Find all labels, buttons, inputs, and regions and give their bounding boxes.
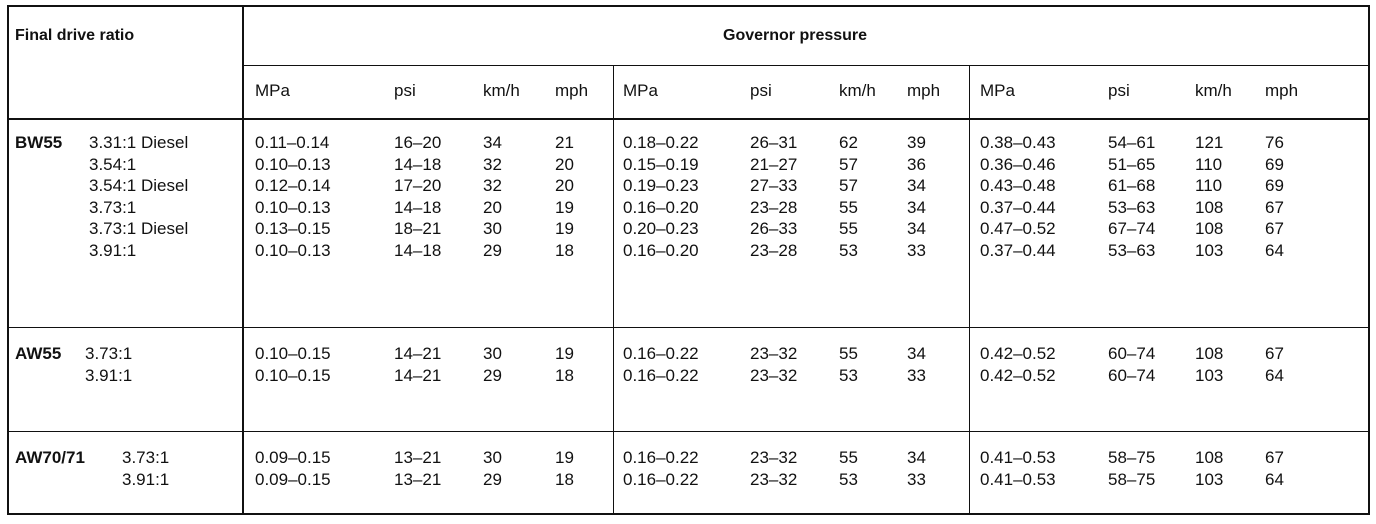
unit-header: mph bbox=[1265, 81, 1299, 100]
table-cell: 53–63 bbox=[1108, 240, 1156, 260]
table-cell: 13–21 bbox=[394, 448, 442, 467]
table-cell: 64 bbox=[1265, 469, 1284, 489]
table-cell: 0.38–0.43 bbox=[980, 133, 1056, 152]
table-cell: 103 bbox=[1195, 240, 1224, 260]
model-label: AW70/71 bbox=[15, 448, 85, 467]
table-cell: 64 bbox=[1265, 365, 1284, 385]
table-cell: 108 bbox=[1195, 219, 1224, 238]
table-cell: 69 bbox=[1265, 154, 1284, 174]
model-label: BW55 bbox=[15, 133, 63, 152]
table-cell: 53–63 bbox=[1108, 197, 1156, 217]
table-cell: 0.11–0.14 bbox=[255, 133, 330, 152]
table-cell: 0.37–0.44 bbox=[980, 240, 1056, 260]
table-cell: 29 bbox=[483, 240, 502, 260]
table-cell: 14–18 bbox=[394, 240, 442, 260]
table-cell: 18 bbox=[555, 469, 574, 489]
ratio-label: 3.31:1 Diesel bbox=[89, 133, 189, 152]
table-cell: 64 bbox=[1265, 240, 1284, 260]
table-cell: 67 bbox=[1265, 219, 1284, 238]
table-cell: 67–74 bbox=[1108, 219, 1156, 238]
table-cell: 33 bbox=[907, 365, 926, 385]
governor-pressure-table bbox=[7, 5, 1370, 515]
table-cell: 58–75 bbox=[1108, 469, 1156, 489]
unit-header: mph bbox=[555, 81, 589, 100]
table-cell: 21 bbox=[555, 133, 574, 152]
table-cell: 0.10–0.15 bbox=[255, 344, 331, 363]
header-bottom-rule bbox=[7, 118, 1370, 120]
table-cell: 34 bbox=[907, 219, 926, 238]
table-cell: 29 bbox=[483, 469, 502, 489]
table-cell: 0.36–0.46 bbox=[980, 154, 1056, 174]
table-cell: 53 bbox=[839, 240, 858, 260]
table-cell: 67 bbox=[1265, 448, 1284, 467]
unit-header: psi bbox=[394, 81, 416, 100]
table-border-top bbox=[7, 5, 1370, 7]
first-col-divider bbox=[242, 5, 244, 515]
table-cell: 18–21 bbox=[394, 219, 442, 238]
table-cell: 19 bbox=[555, 448, 574, 467]
table-cell: 53 bbox=[839, 469, 858, 489]
table-cell: 23–28 bbox=[750, 197, 798, 217]
table-cell: 0.10–0.13 bbox=[255, 154, 331, 174]
ratio-label: 3.54:1 bbox=[89, 154, 137, 174]
table-cell: 55 bbox=[839, 197, 858, 217]
table-cell: 67 bbox=[1265, 197, 1284, 217]
table-cell: 69 bbox=[1265, 176, 1284, 195]
table-cell: 55 bbox=[839, 219, 858, 238]
table-cell: 0.16–0.22 bbox=[623, 365, 699, 385]
unit-header: psi bbox=[1108, 81, 1130, 100]
table-cell: 55 bbox=[839, 448, 858, 467]
table-cell: 34 bbox=[907, 448, 926, 467]
ratio-label: 3.91:1 bbox=[89, 240, 137, 260]
table-cell: 0.13–0.15 bbox=[255, 219, 331, 238]
table-cell: 39 bbox=[907, 133, 926, 152]
unit-header: MPa bbox=[980, 81, 1015, 100]
table-cell: 14–18 bbox=[394, 197, 442, 217]
table-cell: 62 bbox=[839, 133, 858, 152]
unit-header: km/h bbox=[839, 81, 876, 100]
table-cell: 0.16–0.22 bbox=[623, 469, 699, 489]
table-cell: 30 bbox=[483, 344, 502, 363]
table-cell: 60–74 bbox=[1108, 344, 1156, 363]
table-cell: 19 bbox=[555, 344, 574, 363]
group-header: Governor pressure bbox=[723, 27, 868, 44]
table-border-bottom bbox=[7, 513, 1370, 515]
section-rule-1 bbox=[7, 327, 1370, 328]
unit-header: mph bbox=[907, 81, 941, 100]
table-cell: 61–68 bbox=[1108, 176, 1156, 195]
ratio-label: 3.73:1 bbox=[85, 344, 133, 363]
table-cell: 0.16–0.22 bbox=[623, 344, 699, 363]
table-cell: 14–21 bbox=[394, 365, 442, 385]
section-rule-2 bbox=[7, 431, 1370, 432]
table-cell: 33 bbox=[907, 240, 926, 260]
table-cell: 23–32 bbox=[750, 448, 798, 467]
table-cell: 67 bbox=[1265, 344, 1284, 363]
table-cell: 0.10–0.13 bbox=[255, 197, 331, 217]
table-cell: 54–61 bbox=[1108, 133, 1156, 152]
table-cell: 53 bbox=[839, 365, 858, 385]
table-cell: 0.37–0.44 bbox=[980, 197, 1056, 217]
group-header-rule bbox=[242, 65, 1370, 66]
table-cell: 19 bbox=[555, 197, 574, 217]
table-cell: 58–75 bbox=[1108, 448, 1156, 467]
table-cell: 18 bbox=[555, 240, 574, 260]
table-cell: 0.10–0.13 bbox=[255, 240, 331, 260]
table-cell: 0.42–0.52 bbox=[980, 344, 1056, 363]
table-cell: 0.10–0.15 bbox=[255, 365, 331, 385]
table-cell: 110 bbox=[1195, 154, 1223, 174]
model-label: AW55 bbox=[15, 344, 62, 363]
table-cell: 103 bbox=[1195, 469, 1224, 489]
table-cell: 0.20–0.23 bbox=[623, 219, 699, 238]
ratio-label: 3.91:1 bbox=[122, 469, 170, 489]
table-cell: 23–28 bbox=[750, 240, 798, 260]
table-cell: 0.43–0.48 bbox=[980, 176, 1056, 195]
table-cell: 108 bbox=[1195, 448, 1224, 467]
table-cell: 0.15–0.19 bbox=[623, 154, 699, 174]
table-cell: 30 bbox=[483, 219, 502, 238]
table-border-right bbox=[1368, 5, 1370, 515]
table-cell: 26–33 bbox=[750, 219, 798, 238]
block-divider-1 bbox=[613, 65, 614, 515]
table-cell: 32 bbox=[483, 154, 502, 174]
table-cell: 0.12–0.14 bbox=[255, 176, 331, 195]
table-cell: 18 bbox=[555, 365, 574, 385]
ratio-label: 3.73:1 bbox=[89, 197, 137, 217]
table-cell: 0.09–0.15 bbox=[255, 469, 331, 489]
table-cell: 0.47–0.52 bbox=[980, 219, 1056, 238]
table-cell: 30 bbox=[483, 448, 502, 467]
table-cell: 34 bbox=[483, 133, 502, 152]
table-cell: 16–20 bbox=[394, 133, 442, 152]
ratio-label: 3.54:1 Diesel bbox=[89, 176, 189, 195]
table-cell: 33 bbox=[907, 469, 926, 489]
table-cell: 32 bbox=[483, 176, 502, 195]
table-cell: 0.18–0.22 bbox=[623, 133, 699, 152]
ratio-label: 3.91:1 bbox=[85, 365, 133, 385]
table-cell: 121 bbox=[1195, 133, 1224, 152]
table-cell: 20 bbox=[555, 154, 574, 174]
table-cell: 34 bbox=[907, 176, 926, 195]
table-cell: 0.41–0.53 bbox=[980, 469, 1056, 489]
table-cell: 26–31 bbox=[750, 133, 798, 152]
table-cell: 76 bbox=[1265, 133, 1284, 152]
table-cell: 20 bbox=[483, 197, 502, 217]
table-cell: 0.42–0.52 bbox=[980, 365, 1056, 385]
table-cell: 29 bbox=[483, 365, 502, 385]
unit-header: MPa bbox=[255, 81, 290, 100]
table-cell: 20 bbox=[555, 176, 574, 195]
table-cell: 108 bbox=[1195, 197, 1224, 217]
table-cell: 14–21 bbox=[394, 344, 442, 363]
table-cell: 27–33 bbox=[750, 176, 798, 195]
table-cell: 0.41–0.53 bbox=[980, 448, 1056, 467]
table-cell: 14–18 bbox=[394, 154, 442, 174]
table-cell: 55 bbox=[839, 344, 858, 363]
table-cell: 34 bbox=[907, 197, 926, 217]
first-col-header: Final drive ratio bbox=[15, 27, 135, 44]
table-cell: 21–27 bbox=[750, 154, 798, 174]
block-divider-2 bbox=[969, 65, 970, 515]
table-cell: 23–32 bbox=[750, 365, 798, 385]
table-cell: 17–20 bbox=[394, 176, 442, 195]
table-cell: 0.19–0.23 bbox=[623, 176, 699, 195]
unit-header: psi bbox=[750, 81, 772, 100]
table-cell: 103 bbox=[1195, 365, 1224, 385]
table-cell: 51–65 bbox=[1108, 154, 1156, 174]
table-cell: 0.09–0.15 bbox=[255, 448, 331, 467]
table-cell: 34 bbox=[907, 344, 926, 363]
unit-header: km/h bbox=[1195, 81, 1232, 100]
table-cell: 110 bbox=[1195, 176, 1223, 195]
table-cell: 36 bbox=[907, 154, 926, 174]
unit-header: MPa bbox=[623, 81, 658, 100]
table-cell: 23–32 bbox=[750, 469, 798, 489]
table-cell: 0.16–0.20 bbox=[623, 240, 699, 260]
table-cell: 13–21 bbox=[394, 469, 442, 489]
table-cell: 57 bbox=[839, 176, 858, 195]
table-cell: 23–32 bbox=[750, 344, 798, 363]
table-border-left bbox=[7, 5, 9, 515]
table-cell: 0.16–0.20 bbox=[623, 197, 699, 217]
table-cell: 108 bbox=[1195, 344, 1224, 363]
table-cell: 60–74 bbox=[1108, 365, 1156, 385]
unit-header: km/h bbox=[483, 81, 520, 100]
table-cell: 19 bbox=[555, 219, 574, 238]
ratio-label: 3.73:1 Diesel bbox=[89, 219, 189, 238]
table-cell: 57 bbox=[839, 154, 858, 174]
ratio-label: 3.73:1 bbox=[122, 448, 170, 467]
table-cell: 0.16–0.22 bbox=[623, 448, 699, 467]
